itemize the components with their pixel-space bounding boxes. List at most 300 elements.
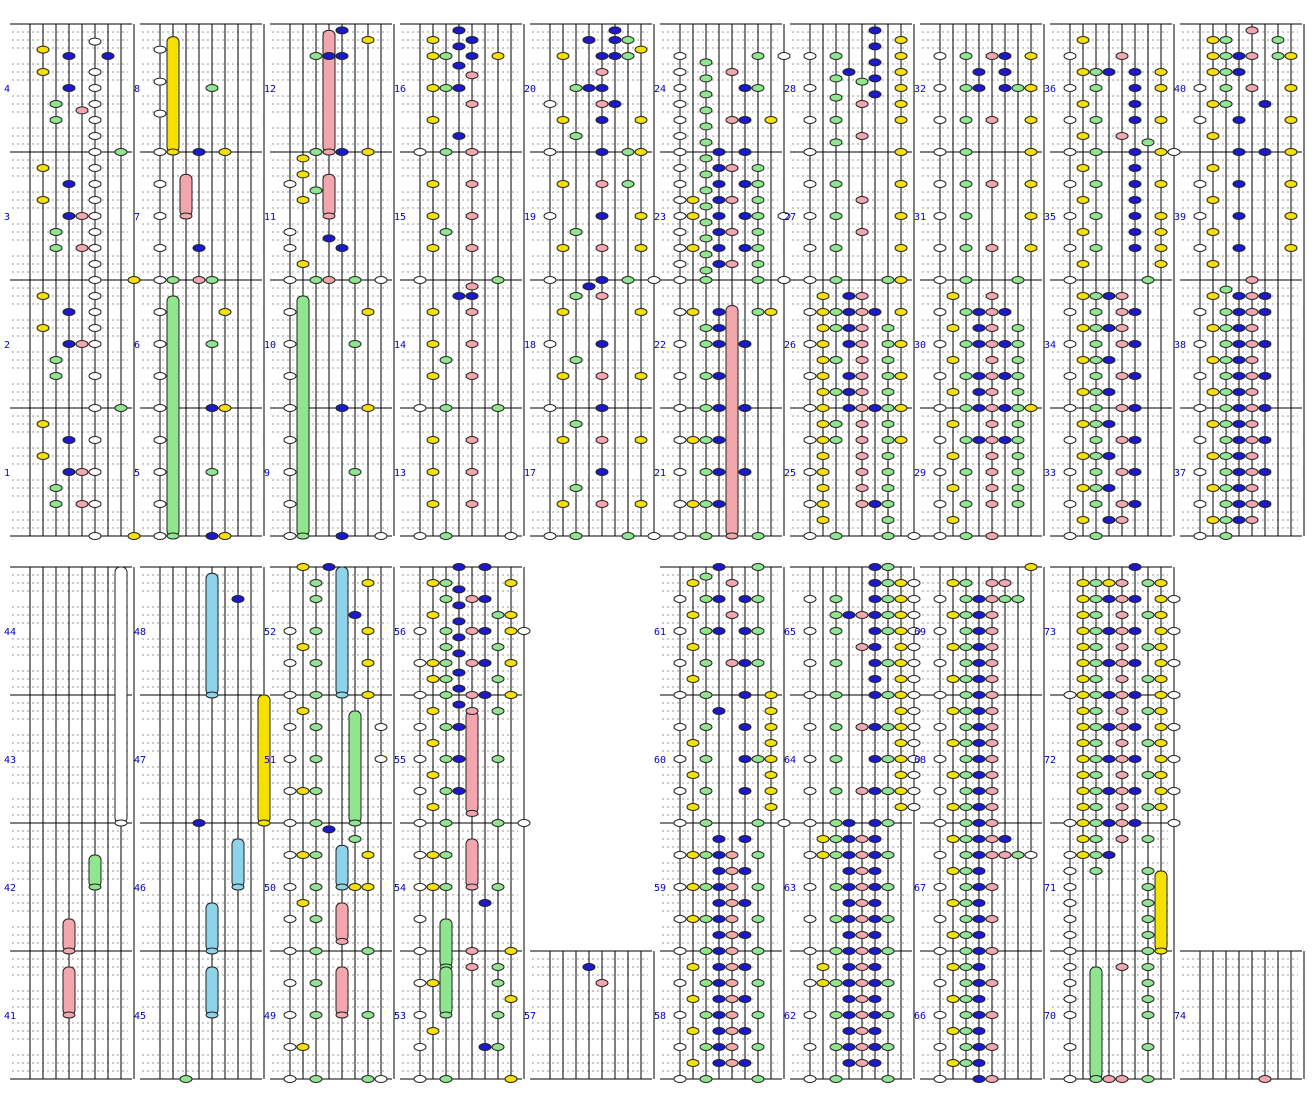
note-marker[interactable] — [804, 852, 816, 859]
note-marker[interactable] — [284, 660, 296, 667]
note-marker[interactable] — [414, 756, 426, 763]
note-marker[interactable] — [934, 373, 946, 380]
note-marker[interactable] — [765, 117, 777, 124]
note-marker[interactable] — [817, 437, 829, 444]
note-marker[interactable] — [739, 660, 751, 667]
note-marker[interactable] — [596, 277, 608, 284]
note-marker[interactable] — [739, 1060, 751, 1067]
note-marker[interactable] — [752, 245, 764, 252]
note-marker[interactable] — [882, 884, 894, 891]
note-marker[interactable] — [700, 573, 712, 580]
note-marker[interactable] — [817, 485, 829, 492]
note-marker[interactable] — [713, 1028, 725, 1035]
note-marker[interactable] — [1259, 341, 1271, 348]
note-marker[interactable] — [1077, 517, 1089, 524]
note-marker[interactable] — [635, 309, 647, 316]
note-marker[interactable] — [765, 740, 777, 747]
note-marker[interactable] — [869, 309, 881, 316]
note-marker[interactable] — [1012, 501, 1024, 508]
note-marker[interactable] — [973, 1060, 985, 1067]
note-marker[interactable] — [960, 772, 972, 779]
note-marker[interactable] — [882, 820, 894, 827]
note-marker[interactable] — [986, 453, 998, 460]
note-marker[interactable] — [453, 701, 465, 708]
note-marker[interactable] — [89, 437, 101, 444]
note-marker[interactable] — [739, 628, 751, 635]
note-marker[interactable] — [440, 149, 452, 156]
note-marker[interactable] — [427, 53, 439, 60]
note-marker[interactable] — [687, 996, 699, 1003]
note-marker[interactable] — [739, 405, 751, 412]
note-marker[interactable] — [1207, 453, 1219, 460]
note-marker[interactable] — [63, 309, 75, 316]
note-marker[interactable] — [895, 724, 907, 731]
note-marker[interactable] — [1090, 213, 1102, 220]
note-marker[interactable] — [687, 580, 699, 587]
note-marker[interactable] — [947, 900, 959, 907]
note-marker[interactable] — [89, 405, 101, 412]
note-marker[interactable] — [37, 453, 49, 460]
note-marker[interactable] — [674, 884, 686, 891]
note-marker[interactable] — [895, 756, 907, 763]
note-marker[interactable] — [752, 85, 764, 92]
note-marker[interactable] — [674, 229, 686, 236]
note-marker[interactable] — [505, 628, 517, 635]
note-marker[interactable] — [869, 27, 881, 34]
note-marker[interactable] — [856, 964, 868, 971]
note-marker[interactable] — [1064, 692, 1076, 699]
note-marker[interactable] — [1233, 213, 1245, 220]
long-note[interactable] — [336, 967, 348, 1015]
note-marker[interactable] — [596, 213, 608, 220]
note-marker[interactable] — [89, 277, 101, 284]
note-marker[interactable] — [1246, 373, 1258, 380]
note-marker[interactable] — [1233, 485, 1245, 492]
measure-column[interactable] — [4, 24, 140, 540]
note-marker[interactable] — [856, 948, 868, 955]
note-marker[interactable] — [635, 245, 647, 252]
note-marker[interactable] — [869, 75, 881, 82]
note-marker[interactable] — [843, 373, 855, 380]
note-marker[interactable] — [1194, 405, 1206, 412]
note-marker[interactable] — [830, 628, 842, 635]
note-marker[interactable] — [700, 1076, 712, 1083]
note-marker[interactable] — [726, 1012, 738, 1019]
note-marker[interactable] — [1233, 501, 1245, 508]
note-marker[interactable] — [856, 357, 868, 364]
note-marker[interactable] — [1168, 788, 1180, 795]
note-marker[interactable] — [284, 437, 296, 444]
note-marker[interactable] — [1077, 165, 1089, 172]
note-marker[interactable] — [544, 101, 556, 108]
note-marker[interactable] — [817, 341, 829, 348]
note-marker[interactable] — [297, 197, 309, 204]
note-marker[interactable] — [1233, 149, 1245, 156]
note-marker[interactable] — [1142, 1076, 1154, 1083]
note-marker[interactable] — [375, 1076, 387, 1083]
note-marker[interactable] — [882, 325, 894, 332]
note-marker[interactable] — [1090, 676, 1102, 683]
note-marker[interactable] — [843, 389, 855, 396]
note-marker[interactable] — [882, 852, 894, 859]
note-marker[interactable] — [843, 309, 855, 316]
note-marker[interactable] — [1142, 580, 1154, 587]
note-marker[interactable] — [1194, 117, 1206, 124]
note-marker[interactable] — [89, 261, 101, 268]
note-marker[interactable] — [973, 69, 985, 76]
note-marker[interactable] — [817, 373, 829, 380]
note-marker[interactable] — [414, 788, 426, 795]
note-marker[interactable] — [986, 948, 998, 955]
note-marker[interactable] — [1090, 788, 1102, 795]
note-marker[interactable] — [1233, 453, 1245, 460]
note-marker[interactable] — [778, 277, 790, 284]
note-marker[interactable] — [362, 37, 374, 44]
note-marker[interactable] — [1194, 469, 1206, 476]
note-marker[interactable] — [960, 149, 972, 156]
note-marker[interactable] — [466, 660, 478, 667]
note-marker[interactable] — [882, 517, 894, 524]
note-marker[interactable] — [1220, 325, 1232, 332]
note-marker[interactable] — [1064, 820, 1076, 827]
note-marker[interactable] — [895, 117, 907, 124]
note-marker[interactable] — [1220, 101, 1232, 108]
note-marker[interactable] — [739, 117, 751, 124]
note-marker[interactable] — [1142, 644, 1154, 651]
note-marker[interactable] — [206, 469, 218, 476]
note-marker[interactable] — [1090, 660, 1102, 667]
note-marker[interactable] — [752, 596, 764, 603]
note-marker[interactable] — [37, 165, 49, 172]
note-marker[interactable] — [986, 1012, 998, 1019]
note-marker[interactable] — [154, 110, 166, 117]
note-marker[interactable] — [895, 277, 907, 284]
note-marker[interactable] — [1090, 181, 1102, 188]
note-marker[interactable] — [960, 469, 972, 476]
note-marker[interactable] — [895, 596, 907, 603]
note-marker[interactable] — [1168, 820, 1180, 827]
note-marker[interactable] — [934, 181, 946, 188]
note-marker[interactable] — [1259, 309, 1271, 316]
note-marker[interactable] — [1246, 53, 1258, 60]
note-marker[interactable] — [1064, 1012, 1076, 1019]
note-marker[interactable] — [310, 580, 322, 587]
note-marker[interactable] — [1064, 884, 1076, 891]
note-marker[interactable] — [765, 309, 777, 316]
note-marker[interactable] — [804, 85, 816, 92]
note-marker[interactable] — [1155, 596, 1167, 603]
note-marker[interactable] — [427, 117, 439, 124]
note-marker[interactable] — [999, 341, 1011, 348]
note-marker[interactable] — [284, 916, 296, 923]
note-marker[interactable] — [1116, 373, 1128, 380]
note-marker[interactable] — [869, 852, 881, 859]
note-marker[interactable] — [882, 437, 894, 444]
note-marker[interactable] — [570, 357, 582, 364]
note-marker[interactable] — [310, 884, 322, 891]
note-marker[interactable] — [1259, 373, 1271, 380]
note-marker[interactable] — [843, 836, 855, 843]
note-marker[interactable] — [544, 405, 556, 412]
note-marker[interactable] — [76, 469, 88, 476]
note-marker[interactable] — [1259, 293, 1271, 300]
note-marker[interactable] — [635, 213, 647, 220]
note-marker[interactable] — [934, 1044, 946, 1051]
note-marker[interactable] — [1116, 836, 1128, 843]
note-marker[interactable] — [1025, 245, 1037, 252]
note-marker[interactable] — [895, 804, 907, 811]
note-marker[interactable] — [37, 293, 49, 300]
note-marker[interactable] — [843, 900, 855, 907]
note-marker[interactable] — [1116, 644, 1128, 651]
note-marker[interactable] — [960, 836, 972, 843]
note-marker[interactable] — [1207, 517, 1219, 524]
note-marker[interactable] — [219, 149, 231, 156]
note-marker[interactable] — [726, 900, 738, 907]
note-marker[interactable] — [622, 53, 634, 60]
note-marker[interactable] — [1077, 357, 1089, 364]
note-marker[interactable] — [1207, 37, 1219, 44]
note-marker[interactable] — [1012, 277, 1024, 284]
note-marker[interactable] — [739, 996, 751, 1003]
note-marker[interactable] — [1155, 708, 1167, 715]
note-marker[interactable] — [1064, 501, 1076, 508]
note-marker[interactable] — [752, 261, 764, 268]
note-marker[interactable] — [856, 724, 868, 731]
note-marker[interactable] — [1064, 117, 1076, 124]
note-marker[interactable] — [1155, 628, 1167, 635]
note-marker[interactable] — [1077, 197, 1089, 204]
note-marker[interactable] — [1207, 197, 1219, 204]
note-marker[interactable] — [570, 85, 582, 92]
note-marker[interactable] — [726, 660, 738, 667]
note-marker[interactable] — [713, 1044, 725, 1051]
note-marker[interactable] — [492, 756, 504, 763]
note-marker[interactable] — [1129, 788, 1141, 795]
note-marker[interactable] — [960, 628, 972, 635]
note-marker[interactable] — [986, 1044, 998, 1051]
note-marker[interactable] — [700, 187, 712, 194]
note-marker[interactable] — [284, 756, 296, 763]
note-marker[interactable] — [453, 586, 465, 593]
note-marker[interactable] — [986, 389, 998, 396]
note-marker[interactable] — [1233, 437, 1245, 444]
note-marker[interactable] — [1246, 325, 1258, 332]
note-marker[interactable] — [947, 580, 959, 587]
note-marker[interactable] — [1077, 101, 1089, 108]
note-marker[interactable] — [713, 916, 725, 923]
note-marker[interactable] — [999, 437, 1011, 444]
note-marker[interactable] — [674, 181, 686, 188]
note-marker[interactable] — [882, 341, 894, 348]
note-marker[interactable] — [843, 1012, 855, 1019]
note-marker[interactable] — [856, 453, 868, 460]
note-marker[interactable] — [1064, 964, 1076, 971]
note-marker[interactable] — [739, 900, 751, 907]
note-marker[interactable] — [700, 405, 712, 412]
note-marker[interactable] — [960, 1044, 972, 1051]
note-marker[interactable] — [635, 46, 647, 53]
note-marker[interactable] — [908, 644, 920, 651]
note-marker[interactable] — [713, 469, 725, 476]
note-marker[interactable] — [492, 1012, 504, 1019]
note-marker[interactable] — [466, 437, 478, 444]
note-marker[interactable] — [128, 277, 140, 284]
note-marker[interactable] — [1220, 517, 1232, 524]
note-marker[interactable] — [622, 149, 634, 156]
note-marker[interactable] — [687, 612, 699, 619]
note-marker[interactable] — [427, 213, 439, 220]
note-marker[interactable] — [1090, 389, 1102, 396]
note-marker[interactable] — [609, 27, 621, 34]
note-marker[interactable] — [453, 293, 465, 300]
note-marker[interactable] — [856, 293, 868, 300]
note-marker[interactable] — [557, 437, 569, 444]
note-marker[interactable] — [713, 501, 725, 508]
note-marker[interactable] — [1090, 852, 1102, 859]
note-marker[interactable] — [674, 692, 686, 699]
long-note[interactable] — [466, 839, 478, 887]
note-marker[interactable] — [895, 628, 907, 635]
note-marker[interactable] — [414, 1076, 426, 1083]
long-note[interactable] — [206, 967, 218, 1015]
note-marker[interactable] — [674, 628, 686, 635]
note-marker[interactable] — [310, 820, 322, 827]
note-marker[interactable] — [895, 149, 907, 156]
note-marker[interactable] — [1220, 453, 1232, 460]
note-marker[interactable] — [986, 916, 998, 923]
note-marker[interactable] — [310, 788, 322, 795]
note-marker[interactable] — [804, 660, 816, 667]
note-marker[interactable] — [778, 820, 790, 827]
measure-column[interactable] — [1174, 24, 1304, 540]
note-marker[interactable] — [713, 341, 725, 348]
note-marker[interactable] — [960, 612, 972, 619]
note-marker[interactable] — [1233, 325, 1245, 332]
note-marker[interactable] — [908, 788, 920, 795]
note-marker[interactable] — [1025, 405, 1037, 412]
note-marker[interactable] — [648, 533, 660, 540]
note-marker[interactable] — [1116, 341, 1128, 348]
note-marker[interactable] — [934, 309, 946, 316]
note-marker[interactable] — [505, 1076, 517, 1083]
note-marker[interactable] — [973, 612, 985, 619]
note-marker[interactable] — [869, 596, 881, 603]
note-marker[interactable] — [427, 740, 439, 747]
note-marker[interactable] — [869, 980, 881, 987]
note-marker[interactable] — [427, 660, 439, 667]
note-marker[interactable] — [934, 53, 946, 60]
note-marker[interactable] — [1142, 916, 1154, 923]
note-marker[interactable] — [869, 948, 881, 955]
note-marker[interactable] — [986, 245, 998, 252]
note-marker[interactable] — [830, 916, 842, 923]
note-marker[interactable] — [999, 596, 1011, 603]
note-marker[interactable] — [947, 1060, 959, 1067]
note-marker[interactable] — [609, 53, 621, 60]
note-marker[interactable] — [700, 139, 712, 146]
note-marker[interactable] — [1090, 628, 1102, 635]
note-marker[interactable] — [89, 293, 101, 300]
note-marker[interactable] — [1012, 373, 1024, 380]
note-marker[interactable] — [1285, 85, 1297, 92]
note-marker[interactable] — [908, 740, 920, 747]
note-marker[interactable] — [960, 708, 972, 715]
note-marker[interactable] — [882, 485, 894, 492]
note-marker[interactable] — [713, 596, 725, 603]
note-marker[interactable] — [1064, 437, 1076, 444]
note-marker[interactable] — [310, 187, 322, 194]
note-marker[interactable] — [557, 117, 569, 124]
note-marker[interactable] — [1142, 884, 1154, 891]
note-marker[interactable] — [492, 964, 504, 971]
note-marker[interactable] — [973, 884, 985, 891]
note-marker[interactable] — [674, 117, 686, 124]
note-marker[interactable] — [1155, 644, 1167, 651]
note-marker[interactable] — [453, 85, 465, 92]
note-marker[interactable] — [1220, 533, 1232, 540]
measure-column[interactable] — [4, 567, 134, 1079]
note-marker[interactable] — [856, 101, 868, 108]
note-marker[interactable] — [362, 309, 374, 316]
note-marker[interactable] — [193, 277, 205, 284]
note-marker[interactable] — [154, 373, 166, 380]
note-marker[interactable] — [973, 724, 985, 731]
note-marker[interactable] — [622, 181, 634, 188]
note-marker[interactable] — [1246, 309, 1258, 316]
note-marker[interactable] — [1064, 932, 1076, 939]
note-marker[interactable] — [687, 213, 699, 220]
note-marker[interactable] — [492, 980, 504, 987]
note-marker[interactable] — [713, 405, 725, 412]
note-marker[interactable] — [752, 948, 764, 955]
note-marker[interactable] — [1233, 117, 1245, 124]
note-marker[interactable] — [973, 1076, 985, 1083]
note-marker[interactable] — [453, 685, 465, 692]
note-marker[interactable] — [1090, 612, 1102, 619]
note-marker[interactable] — [89, 165, 101, 172]
note-marker[interactable] — [986, 628, 998, 635]
note-marker[interactable] — [440, 644, 452, 651]
note-marker[interactable] — [1129, 692, 1141, 699]
note-marker[interactable] — [726, 117, 738, 124]
note-marker[interactable] — [739, 85, 751, 92]
note-marker[interactable] — [1012, 341, 1024, 348]
note-marker[interactable] — [804, 405, 816, 412]
note-marker[interactable] — [947, 421, 959, 428]
note-marker[interactable] — [895, 660, 907, 667]
note-marker[interactable] — [960, 580, 972, 587]
note-marker[interactable] — [882, 357, 894, 364]
note-marker[interactable] — [1077, 293, 1089, 300]
note-marker[interactable] — [986, 117, 998, 124]
note-marker[interactable] — [895, 740, 907, 747]
note-marker[interactable] — [349, 836, 361, 843]
note-marker[interactable] — [1129, 820, 1141, 827]
note-marker[interactable] — [505, 948, 517, 955]
measure-column[interactable] — [134, 567, 270, 1083]
note-marker[interactable] — [947, 517, 959, 524]
note-marker[interactable] — [466, 283, 478, 290]
note-marker[interactable] — [154, 149, 166, 156]
note-marker[interactable] — [895, 580, 907, 587]
note-marker[interactable] — [934, 884, 946, 891]
note-marker[interactable] — [882, 612, 894, 619]
note-marker[interactable] — [1077, 229, 1089, 236]
note-marker[interactable] — [284, 980, 296, 987]
note-marker[interactable] — [154, 533, 166, 540]
note-marker[interactable] — [1155, 181, 1167, 188]
